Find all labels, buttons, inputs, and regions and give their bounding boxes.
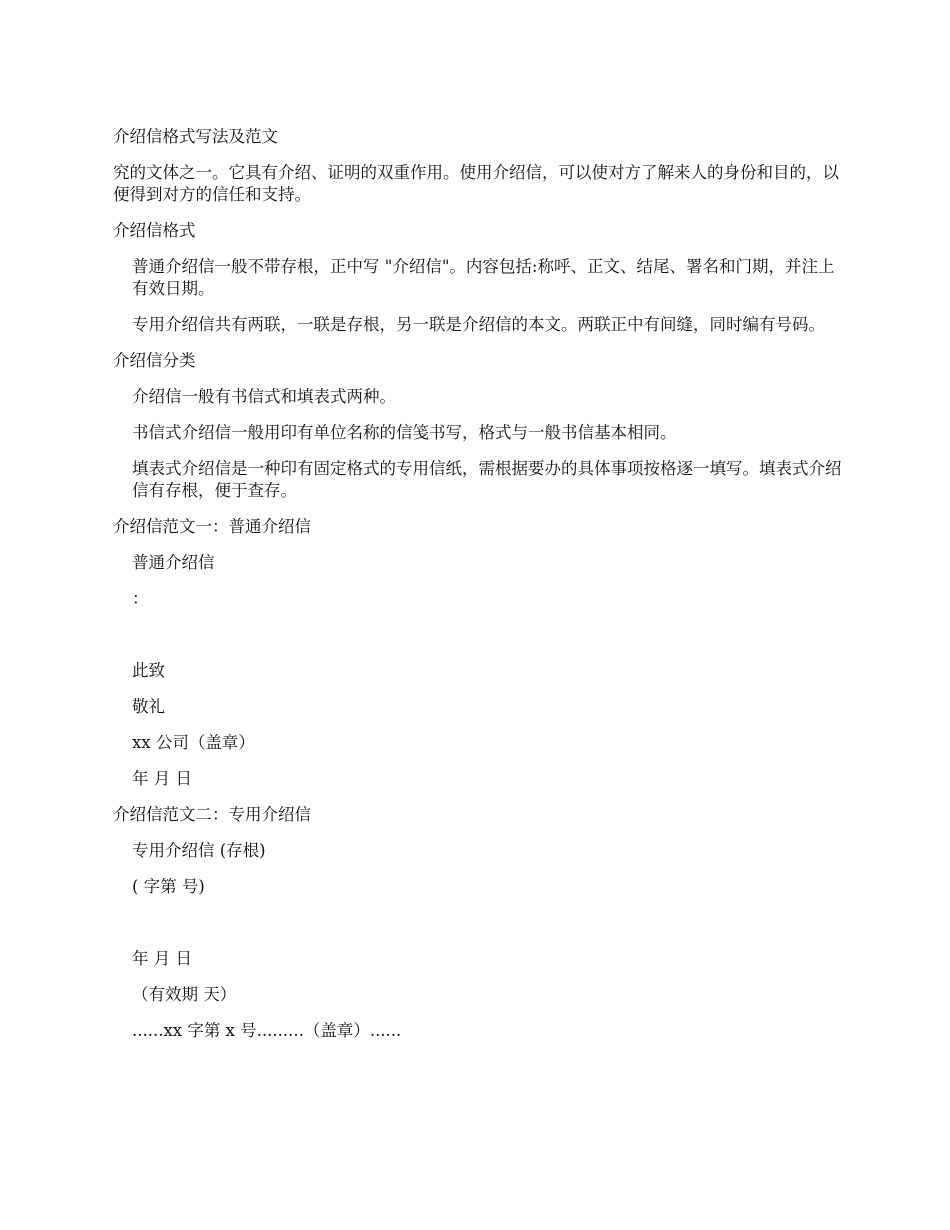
sample2-blank-line [113, 912, 843, 934]
category-paragraph-1: 介绍信一般有书信式和填表式两种。 [132, 387, 396, 406]
category-paragraph-3: 填表式介绍信是一种印有固定格式的专用信纸，需根据要办的具体事项按格逐一填写。填表式介绍信有存根，便于查存。 [132, 459, 842, 500]
sample2-date: 年 月 日 [132, 949, 192, 968]
sample1-blank-line [113, 624, 843, 646]
sample1-date: 年 月 日 [132, 769, 192, 788]
sample2-heading: 介绍信范文二：专用介绍信 [113, 805, 311, 824]
sample2-seal-line: ......xx 字第 x 号.........（盖章）...... [132, 1021, 402, 1040]
sample1-closing-1: 此致 [132, 661, 165, 680]
document-title: 介绍信格式写法及范文 [113, 127, 278, 146]
sample2-title: 专用介绍信 (存根) [132, 841, 266, 860]
category-heading: 介绍信分类 [113, 351, 196, 370]
category-paragraph-2: 书信式介绍信一般用印有单位名称的信笺书写，格式与一般书信基本相同。 [132, 423, 677, 442]
sample1-heading: 介绍信范文一：普通介绍信 [113, 517, 311, 536]
intro-paragraph: 究的文体之一。它具有介绍、证明的双重作用。使用介绍信，可以使对方了解来人的身份和目的，以便得到对方的信任和支持。 [113, 163, 839, 204]
sample1-closing-2: 敬礼 [132, 697, 165, 716]
sample1-title: 普通介绍信 [132, 553, 215, 572]
format-paragraph-2: 专用介绍信共有两联，一联是存根，另一联是介绍信的本文。两联正中有间缝，同时编有号码。 [132, 315, 825, 334]
sample2-number: ( 字第 号) [132, 877, 205, 896]
sample2-validity: （有效期 天） [132, 985, 237, 1004]
format-paragraph-1: 普通介绍信一般不带存根，正中写 "介绍信"。内容包括:称呼、正文、结尾、署名和门期，并注上有效日期。 [132, 257, 835, 298]
sample1-signature: xx 公司（盖章） [132, 733, 255, 752]
format-heading: 介绍信格式 [113, 221, 196, 240]
sample1-salutation: ： [132, 589, 149, 608]
document-body [113, 126, 843, 1042]
